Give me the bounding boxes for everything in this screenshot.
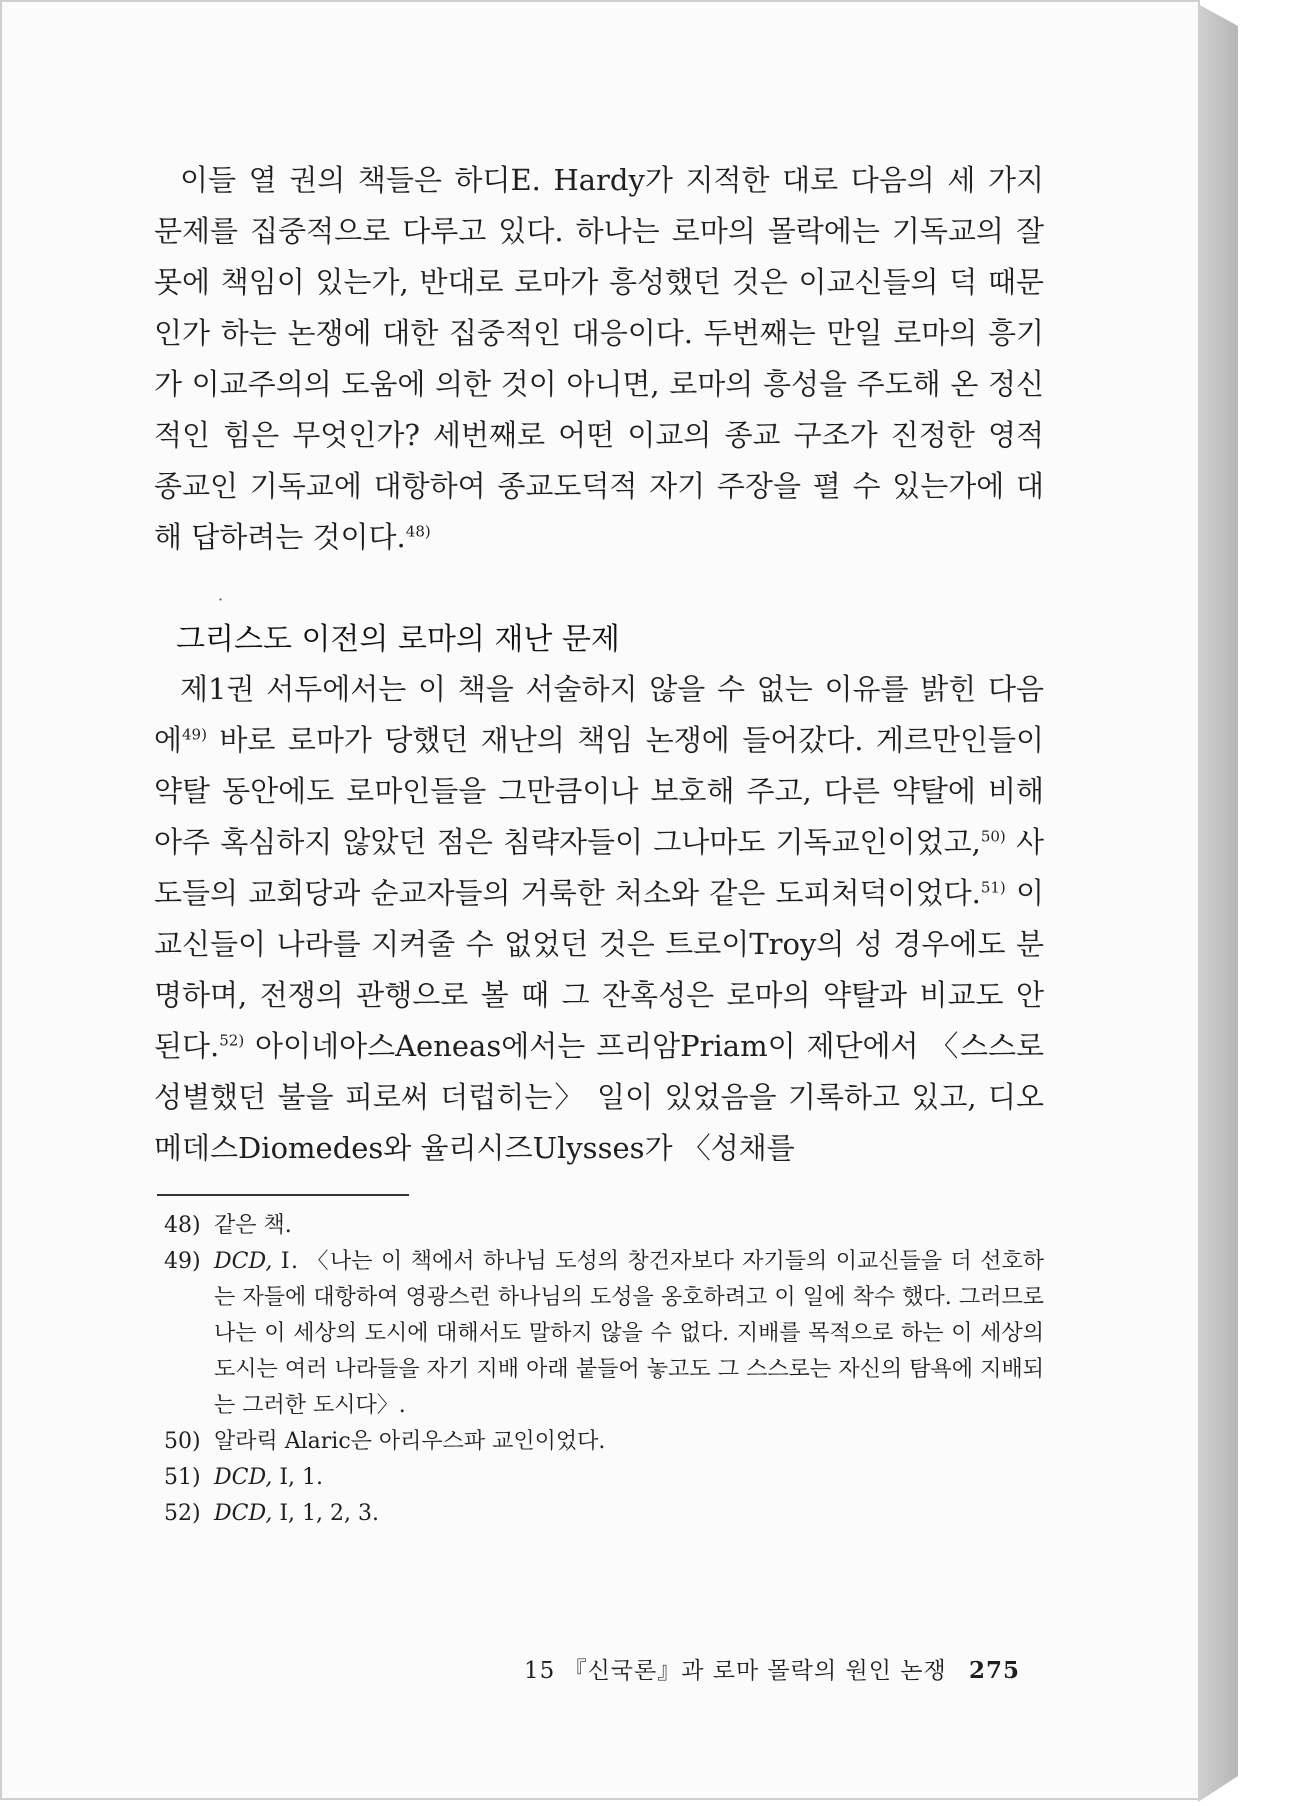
footnote-ref-51: 51) — [980, 878, 1006, 897]
footnote-50: 50) 알라릭 Alaric은 아리우스파 교인이었다. — [164, 1429, 606, 1454]
footnote-51: 51) DCD, Ⅰ, 1. — [164, 1465, 323, 1490]
page-number: 275 — [969, 1657, 1021, 1684]
footnote-48: 48) 같은 책. — [164, 1213, 292, 1238]
page-edge — [1198, 4, 1238, 1802]
footnote-49: 49) DCD, Ⅰ. 〈나는 이 책에서 하나님 도성의 창건자보다 자기들의 이교신들을 더 선호하는 자들에 대항하여 영광스런 하나님의 도성을 옹호하려고 이 일에 착수 했다. 그러므로 나는 이 세상의 도시에 대해서도 말하지 않을 수 없다. 지배를 목적으로 하는 이 세상의 도시는 여러 나라들을 자기 지배 아래 붙들어 놓고도 그 스스로는 자신의 탐욕에 지배되는 그러한 도시다〉. — [164, 1249, 1044, 1418]
speck-mark: · — [218, 590, 224, 609]
footnote-52: 52) DCD, Ⅰ, 1, 2, 3. — [164, 1501, 379, 1526]
footnote-ref-50: 50) — [980, 827, 1006, 846]
chapter-number: 15 — [524, 1658, 556, 1684]
footnotes — [164, 1208, 1044, 1532]
chapter-title: 『신국론』과 로마 몰락의 원인 논쟁 — [563, 1658, 947, 1684]
footnote-ref-49: 49) — [182, 725, 207, 744]
section-heading: 그리스도 이전의 로마의 재난 문제 — [176, 622, 620, 657]
footnote-ref-48: 48) — [405, 522, 431, 541]
footnote-ref-52: 52) — [219, 1031, 245, 1050]
footnote-separator — [157, 1194, 409, 1196]
running-footer — [524, 1652, 1020, 1685]
paragraph-1: 이들 열 권의 책들은 하디E. Hardy가 지적한 대로 다음의 세 가지 문제를 집중적으로 다루고 있다. 하나는 로마의 몰락에는 기독교의 잘못에 책임이 있는가, 반대로 로마가 흥성했던 것은 이교신들의 덕 때문인가 하는 논쟁에 대한 집중적인 대응이다. 두번째는 만일 로마의 흥기가 이교주의의 도움에 의한 것이 아니면, 로마의 흥성을 주도해 온 정신적인 힘은 무엇인가? 세번째로 어떤 이교의 종교 구조가 진정한 영적 종교인 기독교에 대항하여 종교도덕적 자기 주장을 펼 수 있는가에 대해 답하려는 것이다.$^{48)}$ — [154, 163, 1044, 554]
paragraph-2: 제1권 서두에서는 이 책을 서술하지 않을 수 없는 이유를 밝힌 다음에$^{49)}$ 바로 로마가 당했던 재난의 책임 논쟁에 들어갔다. 게르만인들이 약탈 동안에도 로마인들을 그만큼이나 보호해 주고, 다른 약탈에 비해 아주 혹심하지 않았던 점은 침략자들이 그나마도 기독교인이었고,$^{50)}$ 사도들의 교회당과 순교자들의 거룩한 처소와 같은 도피처덕이었다.$^{51)}$ 이교신들이 나라를 지켜줄 수 없었던 것은 트로이Troy의 성 경우에도 분명하며, 전쟁의 관행으로 볼 때 그 잔혹성은 로마의 약탈과 비교도 안 된다.$^{52)}$ 아이네아스Aeneas에서는 프리암Priam이 제단에서 〈스스로 성별했던 불을 피로써 더럽히는〉 일이 있었음을 기록하고 있고, 디오메데스Diomedes와 율리시즈Ulysses가 〈성채를 — [154, 672, 1044, 1165]
